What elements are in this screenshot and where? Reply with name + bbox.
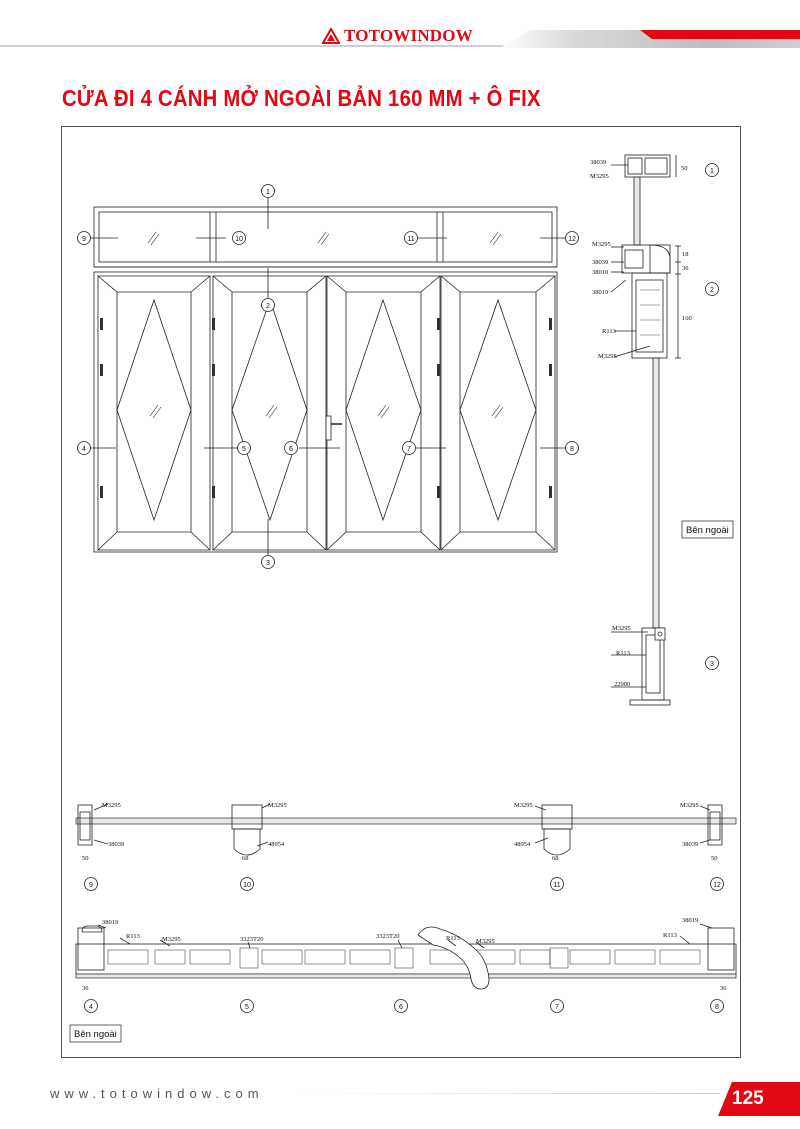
vs-dim-36: 36 <box>682 265 689 272</box>
footer-url[interactable]: www.totowindow.com <box>50 1086 264 1101</box>
ts-label-10a: M3295 <box>268 802 287 809</box>
ts-label-11a: M3295 <box>514 802 533 809</box>
callout-10: 10 <box>235 236 243 243</box>
hs-label-6: R113 <box>446 935 460 942</box>
vs-outside-label: Bên ngoài <box>686 525 729 536</box>
ts-marker-11: 11 <box>553 882 561 889</box>
callout-5: 5 <box>242 446 246 453</box>
hs-outside-label: Bên ngoài <box>74 1029 117 1040</box>
page-number: 125 <box>732 1088 764 1109</box>
vs-label-mid-d: 38019 <box>592 289 609 296</box>
ts-marker-9: 9 <box>89 882 93 889</box>
hs-label-5: 3323T20 <box>376 933 400 940</box>
callout-4: 4 <box>82 446 86 453</box>
callout-11: 11 <box>407 236 415 243</box>
hs-marker-5: 5 <box>245 1004 249 1011</box>
vs-dim-top: 50 <box>681 165 688 172</box>
ts-dim-11: 68 <box>552 855 559 862</box>
ts-dim-12: 50 <box>711 855 718 862</box>
vs-label-mid-b: 38039 <box>592 259 609 266</box>
vs-label-bot-c: 22900 <box>614 681 631 688</box>
hs-marker-7: 7 <box>555 1004 559 1011</box>
ts-label-11b: 48954 <box>514 841 531 848</box>
vs-label-mid-e: R113 <box>602 328 616 335</box>
callout-2: 2 <box>266 303 270 310</box>
callout-12: 12 <box>568 236 576 243</box>
callout-8: 8 <box>570 446 574 453</box>
hs-label-9: 38019 <box>682 917 699 924</box>
ts-label-10b: 48954 <box>268 841 285 848</box>
vs-label-bot-a: M3295 <box>612 625 631 632</box>
ts-label-9b: 38039 <box>108 841 125 848</box>
vs-marker-1: 1 <box>710 168 714 175</box>
footer-rule <box>300 1093 720 1094</box>
vs-dim-18: 18 <box>682 251 689 258</box>
hs-label-7: M3295 <box>476 938 495 945</box>
ts-label-12b: 38039 <box>682 841 699 848</box>
hs-label-1: 38019 <box>102 919 119 926</box>
hs-label-4: 3323T20 <box>240 936 264 943</box>
callout-1: 1 <box>266 189 270 196</box>
ts-label-9a: M3295 <box>102 802 121 809</box>
vs-label-bot-b: R113 <box>616 650 630 657</box>
vs-marker-3: 3 <box>710 661 714 668</box>
brand-name: TOTOWINDOW <box>344 26 473 45</box>
hs-marker-6: 6 <box>399 1004 403 1011</box>
vs-label-top-a: 38039 <box>590 159 607 166</box>
page-title: CỬA ĐI 4 CÁNH MỞ NGOÀI BẢN 160 MM + Ô FIX <box>62 85 541 111</box>
vs-label-mid-f: M3295 <box>598 353 617 360</box>
hs-marker-8: 8 <box>715 1004 719 1011</box>
hs-marker-4: 4 <box>89 1004 93 1011</box>
callout-3: 3 <box>266 560 270 567</box>
hs-dim-right: 36 <box>720 985 727 992</box>
ts-marker-12: 12 <box>713 882 721 889</box>
callout-7: 7 <box>407 446 411 453</box>
hs-label-3: M3295 <box>162 936 181 943</box>
vs-dim-160: 160 <box>682 315 692 322</box>
vs-label-top-b: M3295 <box>590 173 609 180</box>
ts-marker-10: 10 <box>243 882 251 889</box>
vs-label-mid-c: 38010 <box>592 269 609 276</box>
vs-label-mid-a: M3295 <box>592 241 611 248</box>
hs-dim-left: 36 <box>82 985 89 992</box>
hs-label-2: R113 <box>126 933 140 940</box>
ts-label-12a: M3295 <box>680 802 699 809</box>
ts-dim-9: 50 <box>82 855 89 862</box>
vs-marker-2: 2 <box>710 287 714 294</box>
ts-dim-10: 68 <box>242 855 249 862</box>
callout-9: 9 <box>82 236 86 243</box>
hs-label-8: R113 <box>663 932 677 939</box>
callout-6: 6 <box>289 446 293 453</box>
